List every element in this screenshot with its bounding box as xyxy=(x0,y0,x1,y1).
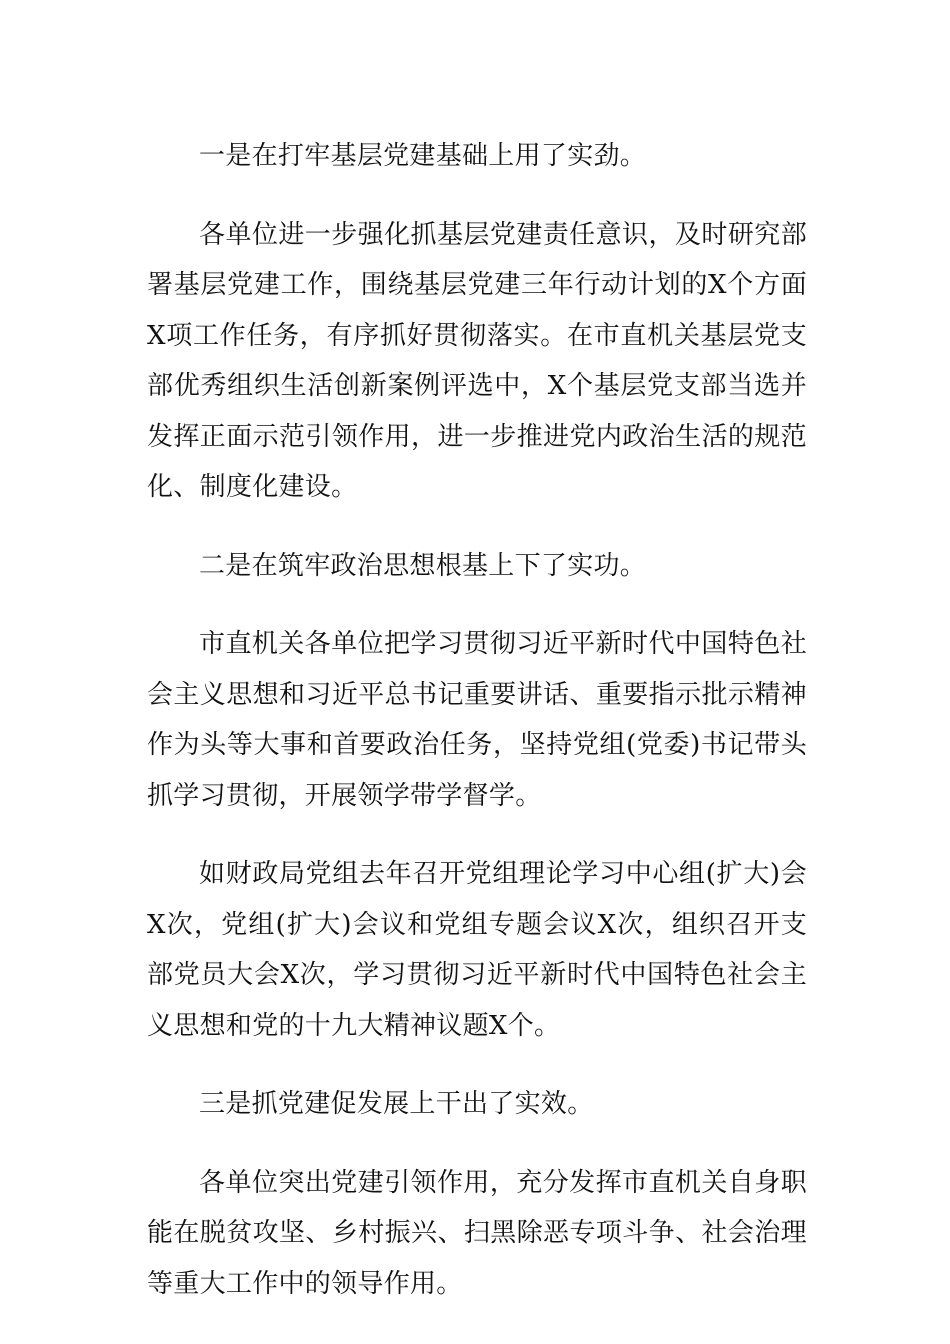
paragraph-3: 如财政局党组去年召开党组理论学习中心组(扩大)会X次，党组(扩大)会议和党组专题会议X次，组织召开支部党员大会X次，学习贯彻习近平新时代中国特色社会主义思想和党的十九大精神议题X个。 xyxy=(147,859,807,1041)
paragraph-1: 各单位进一步强化抓基层党建责任意识，及时研究部署基层党建工作，围绕基层党建三年行动计划的X个方面X项工作任务，有序抓好贯彻落实。在市直机关基层党支部优秀组织生活创新案例评选中，X个基层党支部当选并发挥正面示范引领作用，进一步推进党内政治生活的规范化、制度化建设。 xyxy=(147,219,807,502)
section-heading-2: 二是在筑牢政治思想根基上下了实功。 xyxy=(199,550,647,581)
document-body xyxy=(147,131,807,1337)
section-heading-3: 三是抓党建促发展上干出了实效。 xyxy=(199,1089,594,1119)
section-heading-1: 一是在打牢基层党建基础上用了实劲。 xyxy=(199,141,647,171)
paragraph-2: 市直机关各单位把学习贯彻习近平新时代中国特色社会主义思想和习近平总书记重要讲话、重要指示批示精神作为头等大事和首要政治任务，坚持党组(党委)书记带头抓学习贯彻，开展领学带学督学。 xyxy=(147,629,807,811)
paragraph-4: 各单位突出党建引领作用，充分发挥市直机关自身职能在脱贫攻坚、乡村振兴、扫黑除恶专项斗争、社会治理等重大工作中的领导作用。 xyxy=(147,1167,807,1299)
